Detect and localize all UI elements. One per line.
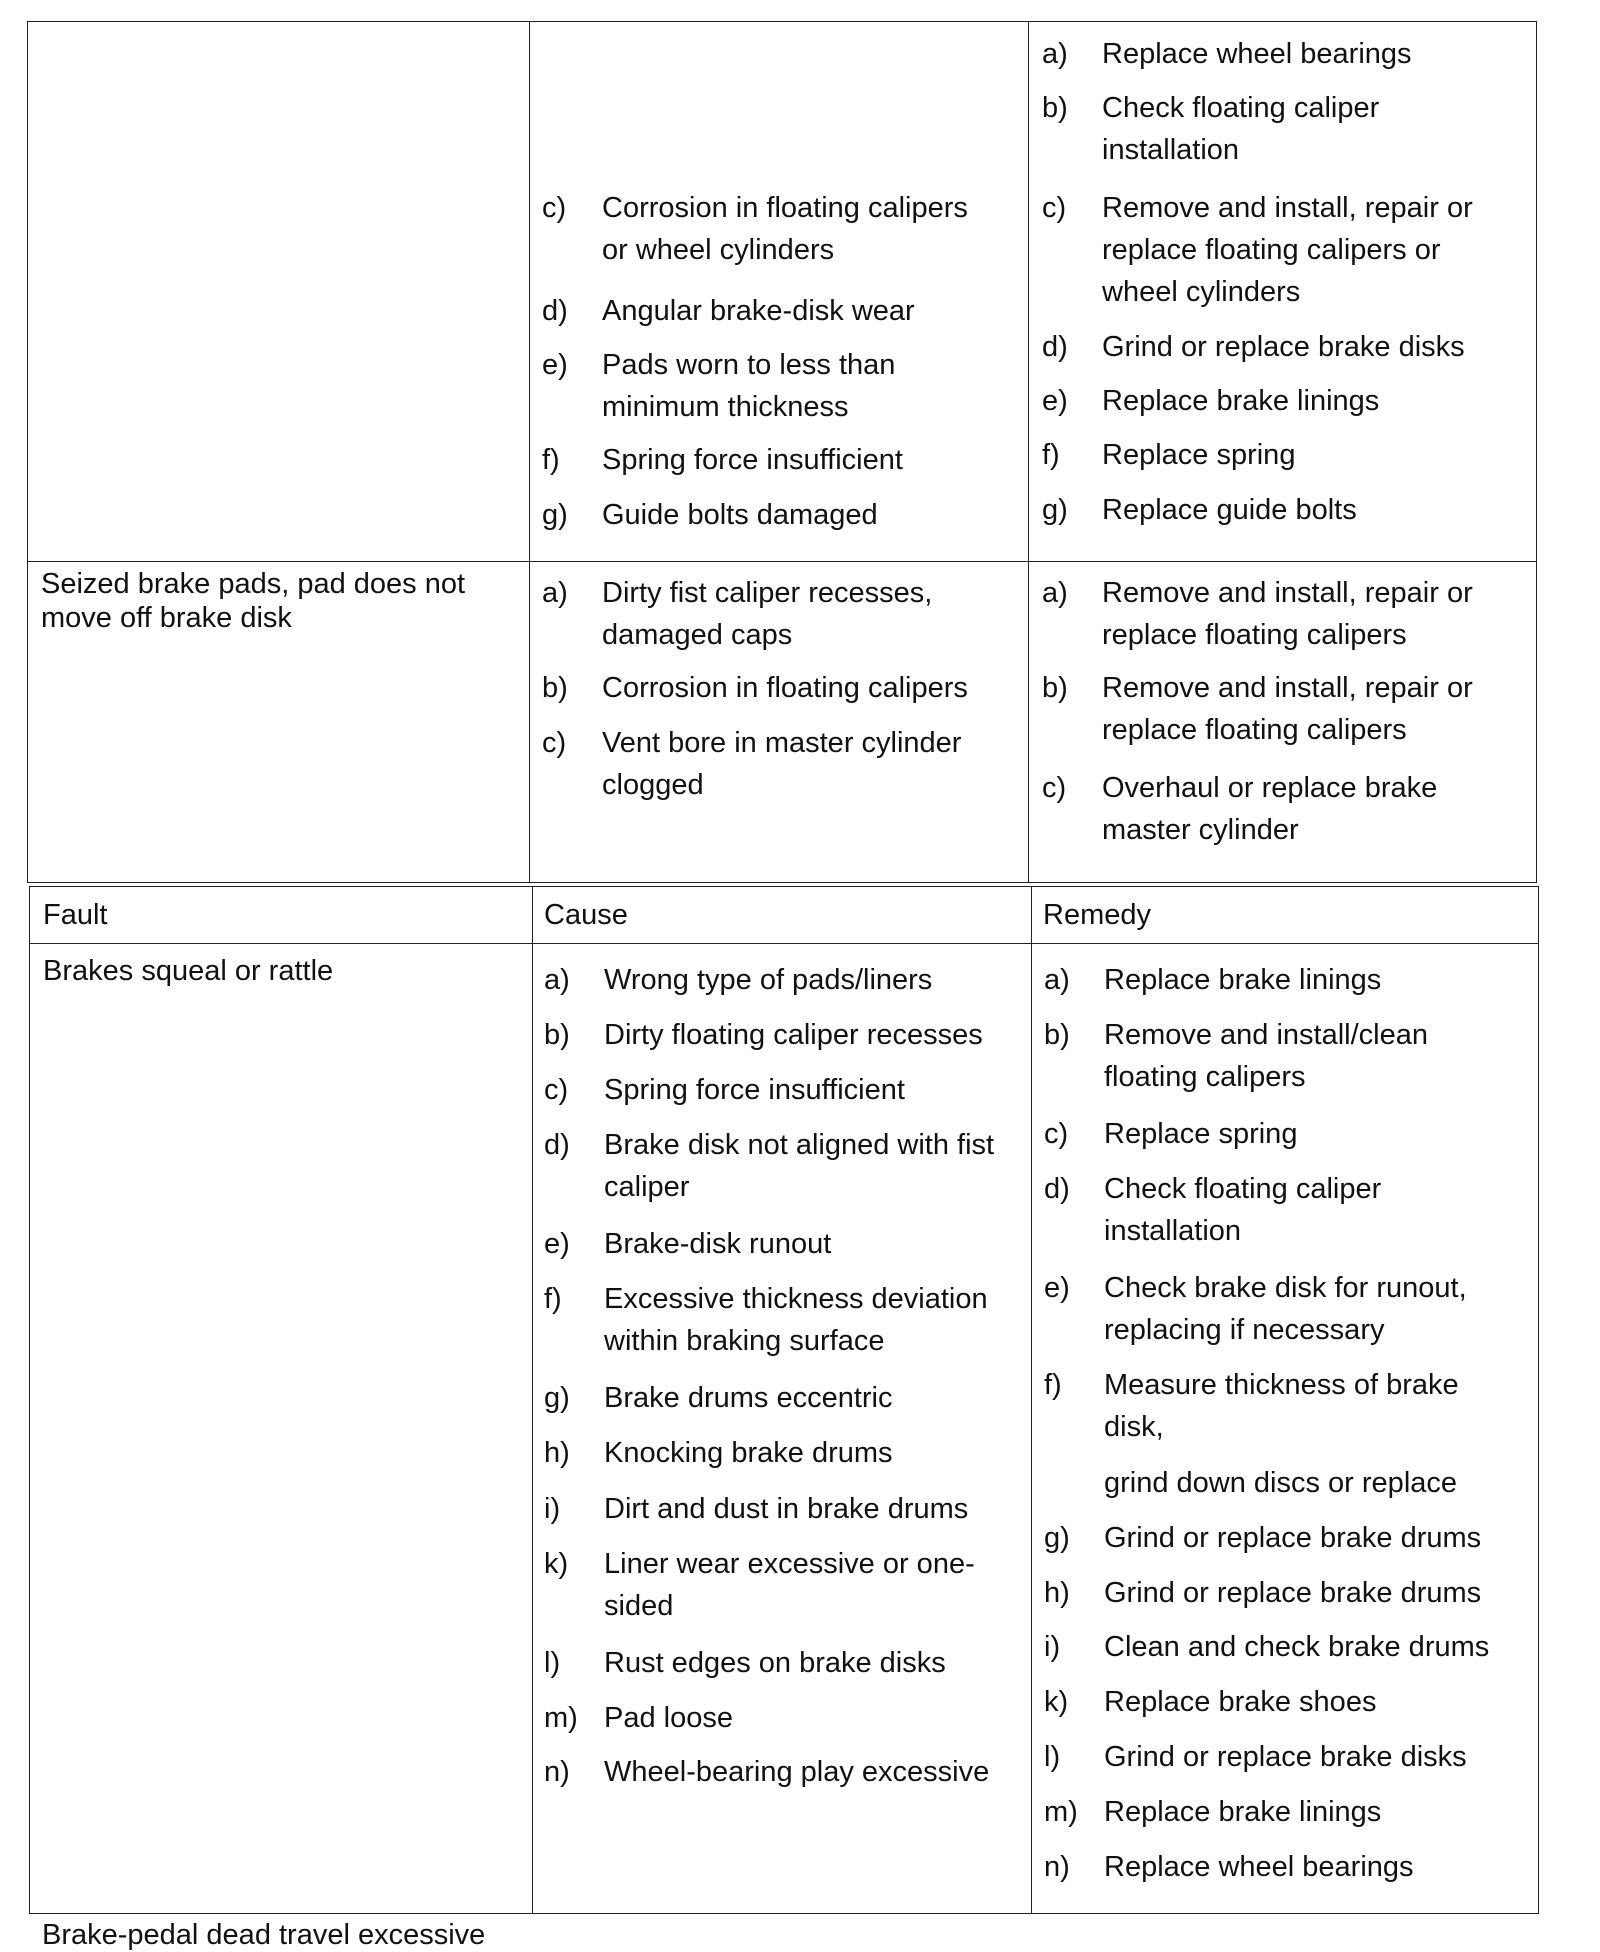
item-label: e) bbox=[1042, 385, 1068, 417]
item-text: Dirty floating caliper recesses bbox=[604, 1019, 983, 1051]
item-label: c) bbox=[1044, 1118, 1069, 1150]
item-text: Dirty fist caliper recesses, damaged caps bbox=[602, 577, 933, 651]
item-label: d) bbox=[1042, 331, 1068, 363]
item-label: a) bbox=[542, 577, 568, 609]
header-cause: Cause bbox=[544, 899, 628, 931]
item-text: Remove and install/clean floating calipers bbox=[1104, 1019, 1429, 1093]
column-divider bbox=[532, 887, 533, 1913]
item-label: c) bbox=[544, 1074, 569, 1106]
item-text: Clean and check brake drums bbox=[1104, 1631, 1490, 1663]
item-text: Grind or replace brake disks bbox=[1104, 1741, 1467, 1773]
item-label: e) bbox=[1044, 1272, 1070, 1304]
header-divider bbox=[30, 943, 1538, 944]
item-label: g) bbox=[544, 1382, 570, 1414]
item-text: Excessive thickness deviation within braking surface bbox=[604, 1283, 988, 1357]
item-text: Pads worn to less than minimum thickness bbox=[602, 349, 896, 423]
item-label: k) bbox=[1044, 1686, 1069, 1718]
item-text: Replace wheel bearings bbox=[1104, 1851, 1414, 1883]
item-label: d) bbox=[544, 1129, 570, 1161]
item-label: h) bbox=[544, 1437, 570, 1469]
item-text: Vent bore in master cylinder clogged bbox=[602, 727, 962, 801]
item-label: l) bbox=[1044, 1741, 1061, 1773]
item-label: b) bbox=[1042, 672, 1068, 704]
fault-text: Seized brake pads, pad does not move off brake disk bbox=[41, 568, 466, 634]
item-text: Check floating caliper installation bbox=[1104, 1173, 1382, 1247]
item-text: Overhaul or replace brake master cylinder bbox=[1102, 772, 1438, 846]
next-fault-cutoff: Brake-pedal dead travel excessive bbox=[42, 1919, 486, 1951]
item-label: a) bbox=[544, 964, 570, 996]
item-text: Corrosion in floating calipers or wheel cylinders bbox=[602, 192, 968, 266]
item-label: i) bbox=[544, 1493, 561, 1525]
item-label: n) bbox=[1044, 1851, 1070, 1883]
item-label: c) bbox=[1042, 772, 1067, 804]
item-label: h) bbox=[1044, 1577, 1070, 1609]
item-text: Grind or replace brake drums bbox=[1104, 1522, 1482, 1554]
item-text: Guide bolts damaged bbox=[602, 499, 878, 531]
item-text: Replace guide bolts bbox=[1102, 494, 1357, 526]
item-label: e) bbox=[544, 1228, 570, 1260]
item-text: Remove and install, repair or replace floating calipers bbox=[1102, 577, 1473, 651]
column-divider bbox=[1031, 887, 1032, 1913]
item-label: d) bbox=[1044, 1173, 1070, 1205]
header-fault: Fault bbox=[43, 899, 108, 931]
item-text: Check brake disk for runout, replacing if necessary bbox=[1104, 1272, 1467, 1346]
item-text: Grind or replace brake drums bbox=[1104, 1577, 1482, 1609]
item-label: b) bbox=[1042, 92, 1068, 124]
item-text: Remove and install, repair or replace floating calipers bbox=[1102, 672, 1473, 746]
item-label: g) bbox=[542, 499, 568, 531]
item-text: Brake drums eccentric bbox=[604, 1382, 893, 1414]
item-text: Angular brake-disk wear bbox=[602, 295, 915, 327]
column-divider bbox=[529, 22, 530, 882]
item-label: c) bbox=[542, 192, 567, 224]
item-label: f) bbox=[1042, 439, 1060, 471]
item-text: Brake-disk runout bbox=[604, 1228, 832, 1260]
item-text: Remove and install, repair or replace floating calipers or wheel cylinders bbox=[1102, 192, 1473, 308]
item-label: k) bbox=[544, 1548, 569, 1580]
item-text: Spring force insufficient bbox=[604, 1074, 905, 1106]
item-text: Wheel-bearing play excessive bbox=[604, 1756, 990, 1788]
item-label: g) bbox=[1042, 494, 1068, 526]
item-label: b) bbox=[1044, 1019, 1070, 1051]
item-label: a) bbox=[1042, 38, 1068, 70]
item-label: c) bbox=[542, 727, 567, 759]
row-divider bbox=[28, 561, 1536, 562]
item-text: Rust edges on brake disks bbox=[604, 1647, 946, 1679]
item-label: b) bbox=[544, 1019, 570, 1051]
item-label: f) bbox=[542, 444, 560, 476]
item-label: g) bbox=[1044, 1522, 1070, 1554]
item-text: Replace brake shoes bbox=[1104, 1686, 1377, 1718]
item-text: Replace brake linings bbox=[1102, 385, 1380, 417]
item-label: m) bbox=[544, 1702, 578, 1734]
item-text: Check floating caliper installation bbox=[1102, 92, 1380, 166]
item-text: Brake disk not aligned with fist caliper bbox=[604, 1129, 995, 1203]
fault-table-continued bbox=[27, 21, 1537, 883]
item-text: Replace brake linings bbox=[1104, 1796, 1382, 1828]
item-text: Liner wear excessive or one- sided bbox=[604, 1548, 975, 1622]
item-text: grind down discs or replace bbox=[1104, 1467, 1458, 1499]
item-text: Corrosion in floating calipers bbox=[602, 672, 968, 704]
item-label: a) bbox=[1044, 964, 1070, 996]
item-text: Grind or replace brake disks bbox=[1102, 331, 1465, 363]
fault-table bbox=[29, 886, 1539, 1914]
item-text: Replace brake linings bbox=[1104, 964, 1382, 996]
item-text: Replace spring bbox=[1104, 1118, 1298, 1150]
item-text: Knocking brake drums bbox=[604, 1437, 893, 1469]
item-text: Replace wheel bearings bbox=[1102, 38, 1412, 70]
item-text: Dirt and dust in brake drums bbox=[604, 1493, 969, 1525]
item-text: Spring force insufficient bbox=[602, 444, 903, 476]
item-label: e) bbox=[542, 349, 568, 381]
fault-text: Brakes squeal or rattle bbox=[43, 955, 334, 987]
item-text: Wrong type of pads/liners bbox=[604, 964, 933, 996]
header-remedy: Remedy bbox=[1043, 899, 1151, 931]
item-label: f) bbox=[544, 1283, 562, 1315]
item-label: l) bbox=[544, 1647, 561, 1679]
item-label: b) bbox=[542, 672, 568, 704]
item-text: Pad loose bbox=[604, 1702, 733, 1734]
item-label: f) bbox=[1044, 1369, 1062, 1401]
item-label: i) bbox=[1044, 1631, 1061, 1663]
item-label: n) bbox=[544, 1756, 570, 1788]
item-text: Measure thickness of brake disk, bbox=[1104, 1369, 1459, 1443]
item-label: m) bbox=[1044, 1796, 1078, 1828]
item-label: c) bbox=[1042, 192, 1067, 224]
column-divider bbox=[1028, 22, 1029, 882]
item-label: a) bbox=[1042, 577, 1068, 609]
item-label: d) bbox=[542, 295, 568, 327]
item-text: Replace spring bbox=[1102, 439, 1296, 471]
